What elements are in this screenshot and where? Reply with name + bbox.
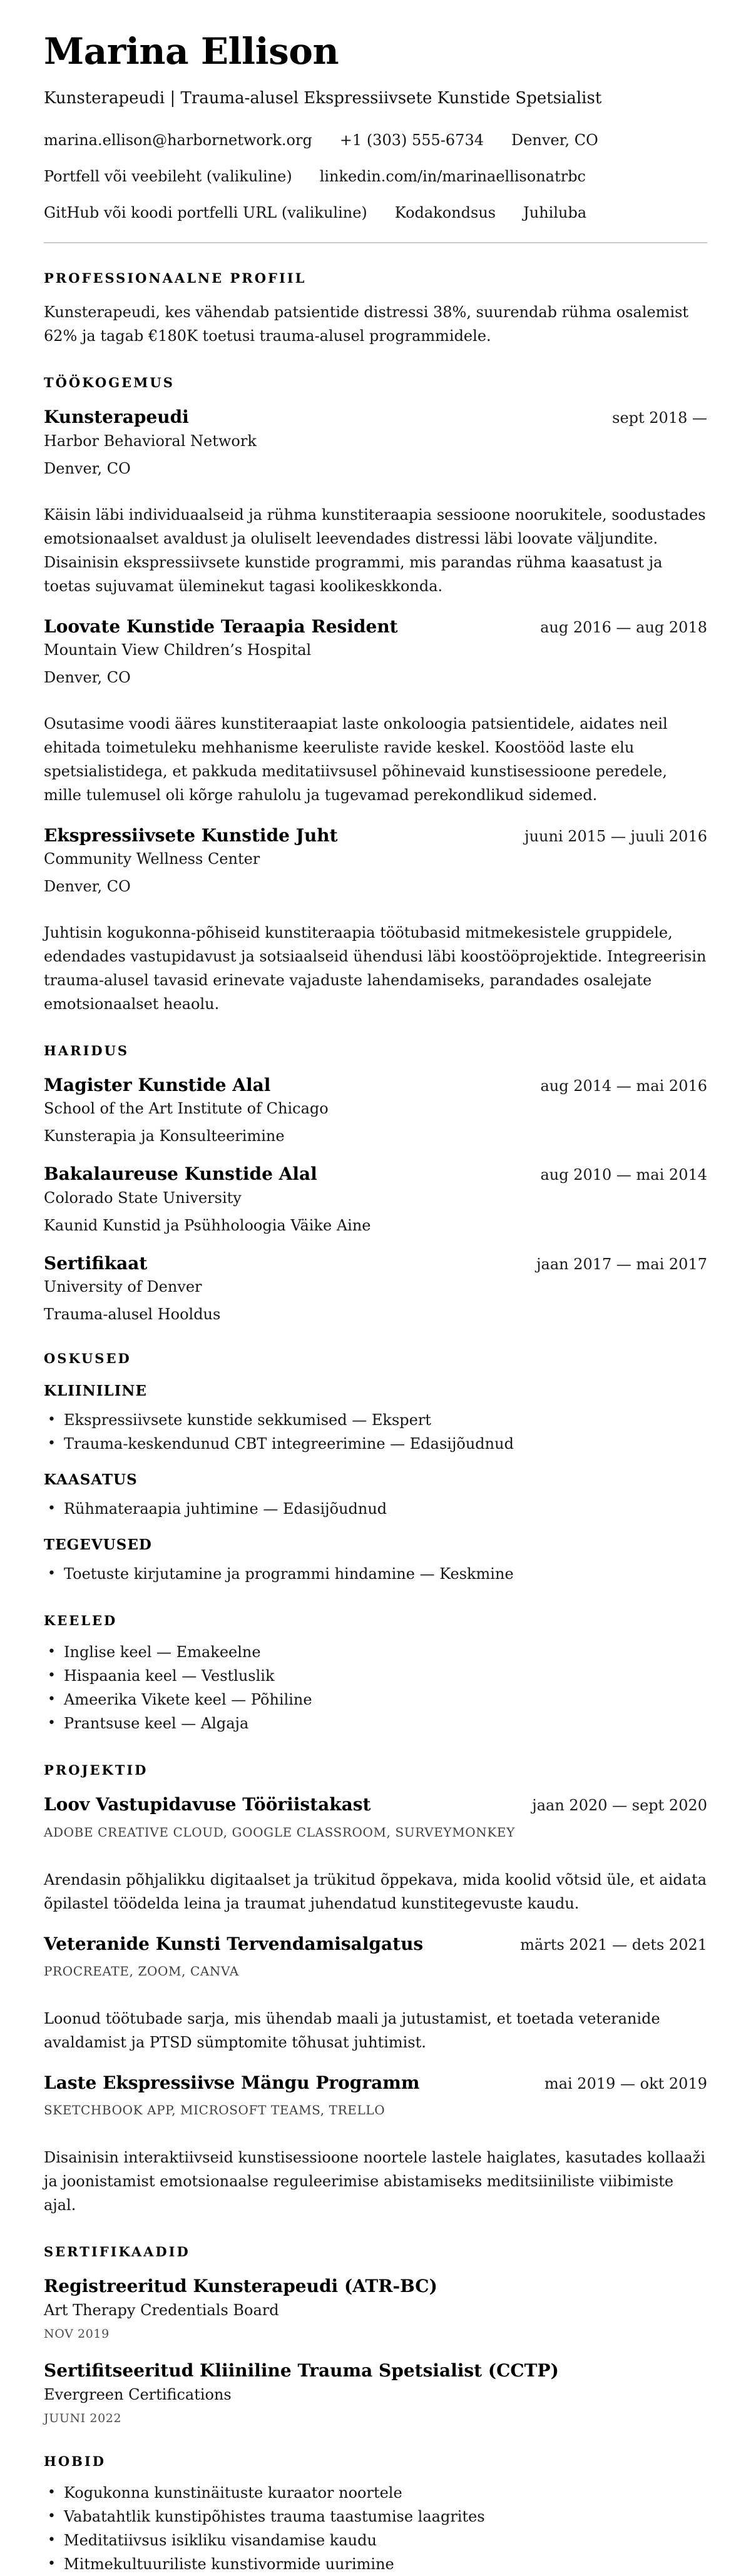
project-dates: mai 2019 — okt 2019 [544, 2074, 707, 2092]
project-description: Arendasin põhjalikku digitaalset ja trükitud õppekava, mida koolid võtsid üle, et aidata õpilastel töödelda leina ja traumat juhendatud kunstitegevuste kaudu. [44, 1870, 707, 1912]
skill-item: • Ekspressiivsete kunstide sekkumised — Ekspert [44, 1408, 707, 1432]
skills-list [44, 1497, 707, 1521]
degree-entry-header [44, 1164, 707, 1184]
section-hobbies [44, 2453, 707, 2576]
languages-list [44, 1640, 707, 1735]
section-languages [44, 1612, 707, 1735]
project-entry-header [44, 2073, 707, 2093]
job-entry [44, 617, 707, 807]
degree-dates: aug 2014 — mai 2016 [540, 1077, 707, 1095]
section-education [44, 1042, 707, 1324]
job-location: Denver, CO [44, 459, 131, 477]
certifications-section-title: SERTIFIKAADID [44, 2243, 190, 2259]
project-description: Disainisin interaktiivseid kunstisessioone noortele lastele haiglates, kasutades kollaaži ja joonistamist emotsionaalse reguleerimise abistamiseks meditsiiniliste viibimiste ajal. [44, 2148, 706, 2214]
contact-portfolio-placeholder: Portfell või veebileht (valikuline) [44, 167, 292, 185]
degree-dates: aug 2010 — mai 2014 [540, 1166, 707, 1184]
job-location: Denver, CO [44, 877, 131, 895]
skill-item: • Trauma-keskendunud CBT integreerimine — Edasijõudnud [44, 1432, 707, 1456]
certification-entry [44, 2276, 707, 2342]
section-skills [44, 1350, 707, 1586]
job-company: Mountain View Children’s Hospital [44, 641, 312, 659]
experience-section-title: TÖÖKOGEMUS [44, 375, 175, 391]
degree-school: Colorado State University [44, 1189, 242, 1207]
project-tools: ADOBE CREATIVE CLOUD, GOOGLE CLASSROOM, SURVEYMONKEY [44, 1824, 515, 1840]
contact-linkedin: linkedin.com/in/marinaellisonatrbc [319, 167, 586, 185]
skills-group-title: TEGEVUSED [44, 1536, 152, 1553]
contact-phone: +1 (303) 555-6734 [339, 131, 484, 149]
degree-title: Sertifikaat [44, 1252, 148, 1274]
skills-group-title: KLIINILINE [44, 1382, 147, 1400]
contact-location: Denver, CO [511, 131, 598, 149]
project-tools: PROCREATE, ZOOM, CANVA [44, 1963, 239, 1979]
language-item: • Inglise keel — Emakeelne [44, 1640, 707, 1664]
job-dates: aug 2016 — aug 2018 [540, 618, 707, 636]
section-profile [44, 270, 707, 348]
job-entry-header [44, 826, 707, 846]
skills-list [44, 1408, 707, 1456]
profile-summary: Kunsterapeudi, kes vähendab patsientide distressi 38%, suurendab rühma osalemist 62% ja tagab €180K toetusi trauma-alusel programmidele. [44, 303, 689, 345]
contact-line-2 [44, 167, 707, 186]
contact-line-3 [44, 203, 707, 222]
project-description: Loonud töötubade sarja, mis ühendab maali ja jutustamist, et toetada veteranide avaldamist ja PTSD sümptomite tõhusat juhtimist. [44, 2009, 660, 2051]
skills-group-activities [44, 1536, 707, 1586]
header-divider [44, 242, 707, 243]
job-title: Kunsterapeudi [44, 407, 189, 428]
skills-group-title: KAASATUS [44, 1471, 138, 1488]
skill-item: • Toetuste kirjutamine ja programmi hindamine — Keskmine [44, 1562, 707, 1586]
contact-line-1 [44, 131, 707, 150]
skill-item: • Rühmateraapia juhtimine — Edasijõudnud [44, 1497, 707, 1521]
project-entry [44, 1795, 707, 1915]
job-description: Juhtisin kogukonna-põhiseid kunstiteraapia töötubasid mitmekesistele gruppidele, edendades vastupidavust ja sotsiaalseid ühendusi läbi koostööprojektide. Integreerisin trauma-alusel tavasid erinevate vajaduste lahendamiseks, parandades osalejate emotsionaalset heaolu. [44, 923, 707, 1013]
hobby-item: • Kogukonna kunstinäituste kuraator noortele [44, 2481, 707, 2505]
projects-section-title: PROJEKTID [44, 1762, 148, 1778]
certification-date: NOV 2019 [44, 2327, 110, 2341]
contact-drivers-license: Juhiluba [523, 203, 587, 221]
hobby-item: • Meditatiivsus isikliku visandamise kaudu [44, 2528, 707, 2552]
job-description: Käisin läbi individuaalseid ja rühma kunstiteraapia sessioone noorukitele, soodustades emotsionaalset avaldust ja oluliselt leevendades distressi läbi loovate väljundite. Disainisin ekspressiivsete kunstide programmi, mis parandas rühma kaasatust ja toetas sujuvamat üleminekut tagasi koolikeskkonda. [44, 505, 706, 595]
skills-group-engagement [44, 1471, 707, 1521]
project-entry [44, 1934, 707, 2054]
project-entry [44, 2073, 707, 2217]
degree-field: Kaunid Kunstid ja Psühholoogia Väike Aine [44, 1216, 371, 1234]
section-certifications [44, 2243, 707, 2426]
degree-school: School of the Art Institute of Chicago [44, 1100, 329, 1118]
degree-dates: jaan 2017 — mai 2017 [536, 1255, 707, 1273]
job-title: Loovate Kunstide Teraapia Resident [44, 616, 398, 637]
project-entry-header [44, 1934, 707, 1954]
language-item: • Ameerika Vikete keel — Põhiline [44, 1688, 707, 1711]
job-entry [44, 407, 707, 597]
degree-title: Bakalaureuse Kunstide Alal [44, 1164, 317, 1185]
skills-list [44, 1562, 707, 1586]
hobby-item: • Vabatahtlik kunstipõhistes trauma taastumise laagrites [44, 2505, 707, 2528]
project-title: Loov Vastupidavuse Tööriistakast [44, 1794, 371, 1815]
profile-section-title: PROFESSIONAALNE PROFIIL [44, 270, 307, 286]
project-entry-header [44, 1795, 707, 1815]
project-dates: märts 2021 — dets 2021 [520, 1935, 707, 1954]
degree-entry-header [44, 1075, 707, 1095]
contact-email: marina.ellison@harbornetwork.org [44, 131, 312, 149]
job-company: Community Wellness Center [44, 849, 260, 868]
job-entry [44, 826, 707, 1016]
degree-title: Magister Kunstide Alal [44, 1075, 271, 1096]
degree-field: Kunsterapia ja Konsulteerimine [44, 1127, 285, 1145]
job-entry-header [44, 407, 707, 427]
degree-field: Trauma-alusel Hooldus [44, 1305, 221, 1323]
hobbies-section-title: HOBID [44, 2453, 106, 2470]
candidate-name: Marina Ellison [44, 30, 339, 73]
certification-issuer: Art Therapy Credentials Board [44, 2301, 279, 2320]
project-tools: SKETCHBOOK APP, MICROSOFT TEAMS, TRELLO [44, 2102, 386, 2117]
job-title: Ekspressiivsete Kunstide Juht [44, 824, 338, 846]
degree-entry-header [44, 1254, 707, 1274]
job-entry-header [44, 617, 707, 637]
candidate-headline: Kunsterapeudi | Trauma-alusel Ekspressiivsete Kunstide Spetsialist [44, 88, 602, 108]
hobby-item: • Mitmekultuuriliste kunstivormide uurimine [44, 2552, 707, 2576]
certification-title: Registreeritud Kunsterapeudi (ATR-BC) [44, 2276, 437, 2297]
certification-title: Sertifitseeritud Kliiniline Trauma Spetsialist (CCTP) [44, 2360, 559, 2381]
language-item: • Hispaania keel — Vestluslik [44, 1664, 707, 1688]
degree-entry [44, 1254, 707, 1324]
skills-section-title: OSKUSED [44, 1350, 131, 1366]
language-item: • Prantsuse keel — Algaja [44, 1711, 707, 1735]
languages-section-title: KEELED [44, 1612, 118, 1628]
resume-header [44, 31, 707, 243]
skills-group-clinical [44, 1382, 707, 1456]
job-location: Denver, CO [44, 668, 131, 686]
certification-issuer: Evergreen Certifications [44, 2386, 232, 2404]
job-dates: sept 2018 — [612, 409, 707, 427]
degree-entry [44, 1075, 707, 1145]
project-title: Veteranide Kunsti Tervendamisalgatus [44, 1933, 424, 1954]
hobbies-list [44, 2481, 707, 2576]
certification-date: JUUNI 2022 [44, 2411, 122, 2426]
section-experience [44, 374, 707, 1016]
contact-citizenship: Kodakondsus [394, 203, 496, 221]
section-projects [44, 1762, 707, 2217]
degree-entry [44, 1164, 707, 1234]
job-company: Harbor Behavioral Network [44, 432, 257, 450]
certification-entry [44, 2361, 707, 2426]
job-dates: juuni 2015 — juuli 2016 [524, 827, 707, 845]
job-description: Osutasime voodi ääres kunstiteraapiat laste onkoloogia patsientidele, aidates neil ehitada toimetuleku mehhanisme keeruliste ravide keskel. Koostööd laste elu spetsialistidega, et pakkuda meditatiivsusel põhinevaid kunstisessioone peredele, mille tulemusel oli kõrge rahulolu ja tugevamad perekondlikud sidemed. [44, 714, 668, 804]
project-title: Laste Ekspressiivse Mängu Programm [44, 2072, 420, 2093]
contact-github-placeholder: GitHub või koodi portfelli URL (valikuline) [44, 203, 367, 221]
education-section-title: HARIDUS [44, 1042, 130, 1058]
project-dates: jaan 2020 — sept 2020 [532, 1797, 707, 1815]
degree-school: University of Denver [44, 1277, 202, 1296]
